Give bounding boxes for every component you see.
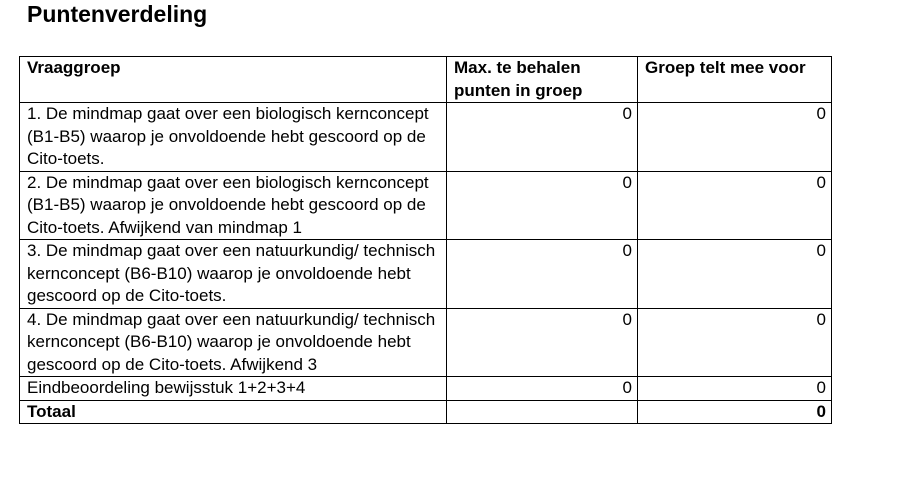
points-distribution-table [19,56,832,424]
row-4-label: 4. De mindmap gaat over een natuurkundig/ technisch kernconcept (B6-B10) waarop je onvoldoende hebt gescoord op de Cito-toets. Afwijkend 3 [20,308,447,377]
table-row [20,377,832,401]
header-vraaggroep: Vraaggroep [20,57,447,103]
row-2-max-points: 0 [447,171,638,240]
row-3-counts-for: 0 [638,240,832,309]
row-3-max-points: 0 [447,240,638,309]
row-5-label: Eindbeoordeling bewijsstuk 1+2+3+4 [20,377,447,401]
row-1-counts-for: 0 [638,103,832,172]
table-row [20,103,832,172]
row-1-label: 1. De mindmap gaat over een biologisch kernconcept (B1-B5) waarop je onvoldoende hebt gescoord op de Cito-toets. [20,103,447,172]
row-3-label: 3. De mindmap gaat over een natuurkundig/ technisch kernconcept (B6-B10) waarop je onvoldoende hebt gescoord op de Cito-toets. [20,240,447,309]
total-max-points [447,400,638,424]
header-max-points: Max. te behalen punten in groep [447,57,638,103]
total-row [20,400,832,424]
total-label: Totaal [20,400,447,424]
table-row [20,308,832,377]
row-2-label: 2. De mindmap gaat over een biologisch kernconcept (B1-B5) waarop je onvoldoende hebt gescoord op de Cito-toets. Afwijkend van mindmap 1 [20,171,447,240]
table-row [20,171,832,240]
table-row [20,240,832,309]
header-counts-for: Groep telt mee voor [638,57,832,103]
row-4-max-points: 0 [447,308,638,377]
row-5-max-points: 0 [447,377,638,401]
row-1-max-points: 0 [447,103,638,172]
total-counts-for: 0 [638,400,832,424]
table-header-row [20,57,832,103]
page-title: Puntenverdeling [27,1,208,27]
row-2-counts-for: 0 [638,171,832,240]
row-5-counts-for: 0 [638,377,832,401]
row-4-counts-for: 0 [638,308,832,377]
